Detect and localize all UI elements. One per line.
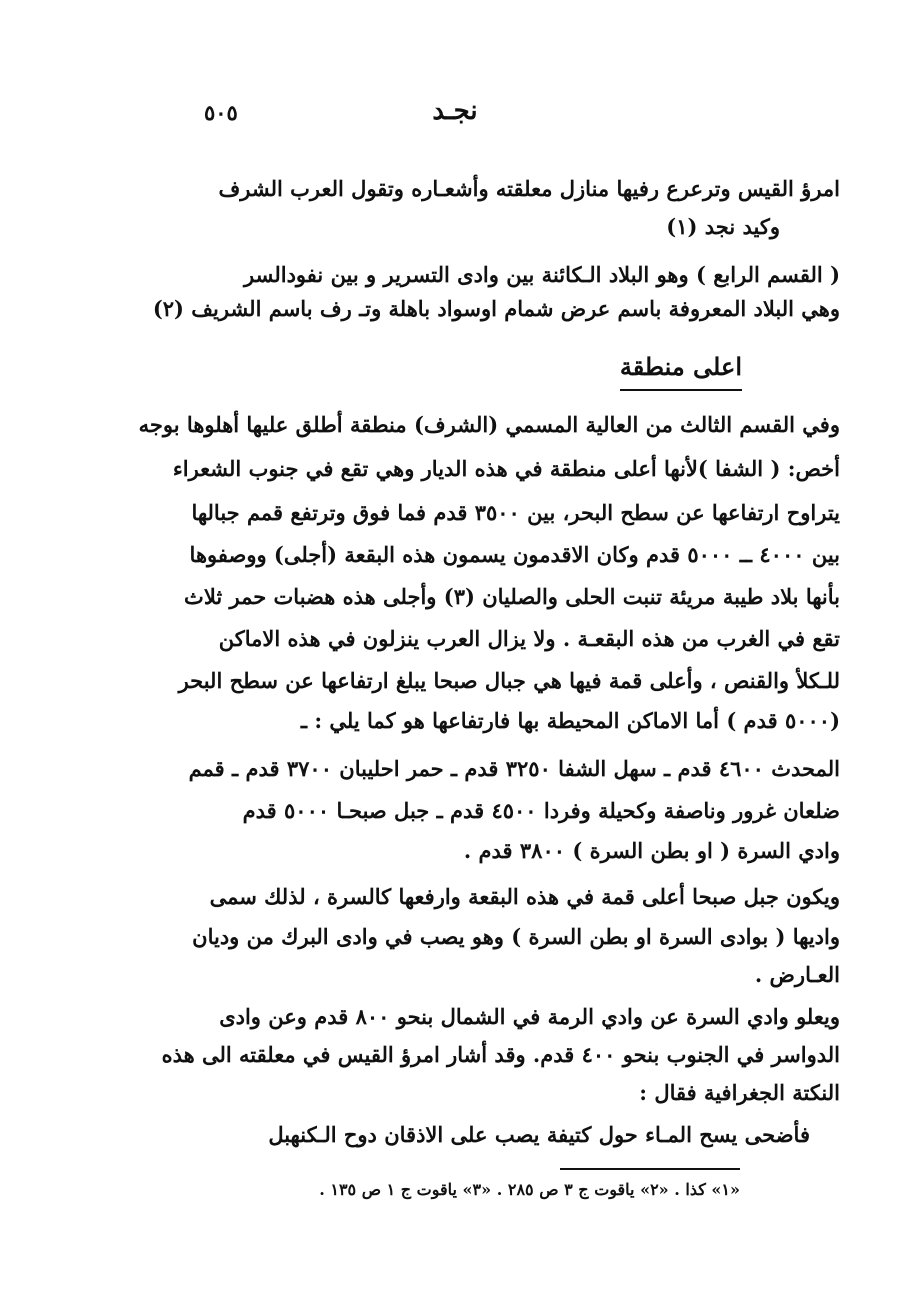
text-line: امرؤ القيس وترعرع رفيها منازل معلقته وأشعـاره وتقول العرب الشرف <box>218 176 840 201</box>
text-line: بين ٤٠٠٠ ــ ٥٠٠٠ قدم وكان الاقدمون يسمون هذه البقعة (أجلى) ووصفوها <box>189 542 840 567</box>
text-line: تقع في الغرب من هذه البقعـة . ولا يزال العرب ينزلون في هذه الاماكن <box>218 626 840 651</box>
footnote-divider <box>560 1168 740 1170</box>
text-line: ويكون جبل صبحا أعلى قمة في هذه البقعة وارفعها كالسرة ، لذلك سمى <box>209 884 840 909</box>
page-header-title: نجـد <box>432 96 478 126</box>
text-line: للـكلأ والقنص ، وأعلى قمة فيها هي جبال صبحا يبلغ ارتفاعها عن سطح البحر <box>178 668 840 693</box>
text-line: يتراوح ارتفاعها عن سطح البحر، بين ٣٥٠٠ قدم فما فوق وترتفع قمم جبالها <box>191 500 840 525</box>
footnotes: «١» كذا . «٢» ياقوت ج ٣ ص ٢٨٥ . «٣» ياقوت ج ١ ص ١٣٥ . <box>319 1180 740 1199</box>
text-line: (٥٠٠٠ قدم ) أما الاماكن المحيطة بها فارتفاعها هو كما يلي : ـ <box>300 708 840 733</box>
text-line: ( القسم الرابع ) وهو البلاد الـكائنة بين وادى التسرير و بين نفودالسر <box>244 262 840 287</box>
text-line: وهي البلاد المعروفة باسم عرض شمام اوسواد باهلة وتـ رف باسم الشريف (٢) <box>152 296 840 321</box>
text-line: العـارض . <box>754 962 840 987</box>
poetry-verse: فأضحى يسح المـاء حول كتيفة يصب على الاذقان دوح الـكنهبل <box>268 1122 810 1147</box>
section-heading: اعلى منطقة <box>620 352 742 391</box>
text-line: المحدث ٤٦٠٠ قدم ـ سهل الشفا ٣٢٥٠ قدم ـ حمر احليبان ٣٧٠٠ قدم ـ قمم <box>188 756 840 781</box>
text-line: الدواسر في الجنوب بنحو ٤٠٠ قدم. وقد أشار امرؤ القيس في معلقته الى هذه <box>161 1042 840 1067</box>
text-line: ويعلو وادي السرة عن وادي الرمة في الشمال بنحو ٨٠٠ قدم وعن وادى <box>219 1004 840 1029</box>
text-line: النكتة الجغرافية فقال : <box>639 1080 840 1105</box>
text-line: أخص: ( الشفا )لأنها أعلى منطقة في هذه الديار وهي تقع في جنوب الشعراء <box>172 456 840 481</box>
text-line: وفي القسم الثالث من العالية المسمي (الشرف) منطقة أطلق عليها أهلوها بوجه <box>138 412 840 437</box>
page-number: ٥٠٥ <box>204 100 238 125</box>
text-line: واديها ( بوادى السرة او بطن السرة ) وهو يصب في وادى البرك من وديان <box>192 924 840 949</box>
text-line: ضلعان غرور وناصفة وكحيلة وفردا ٤٥٠٠ قدم ـ جبل صبحـا ٥٠٠٠ قدم <box>242 798 840 823</box>
text-line: وادي السرة ( او بطن السرة ) ٣٨٠٠ قدم . <box>463 838 840 863</box>
text-line: وكيد نجد (١) <box>666 214 780 239</box>
text-line: بأنها بلاد طيبة مريئة تنبت الحلى والصليان (٣) وأجلى هذه هضبات حمر ثلاث <box>184 584 840 609</box>
